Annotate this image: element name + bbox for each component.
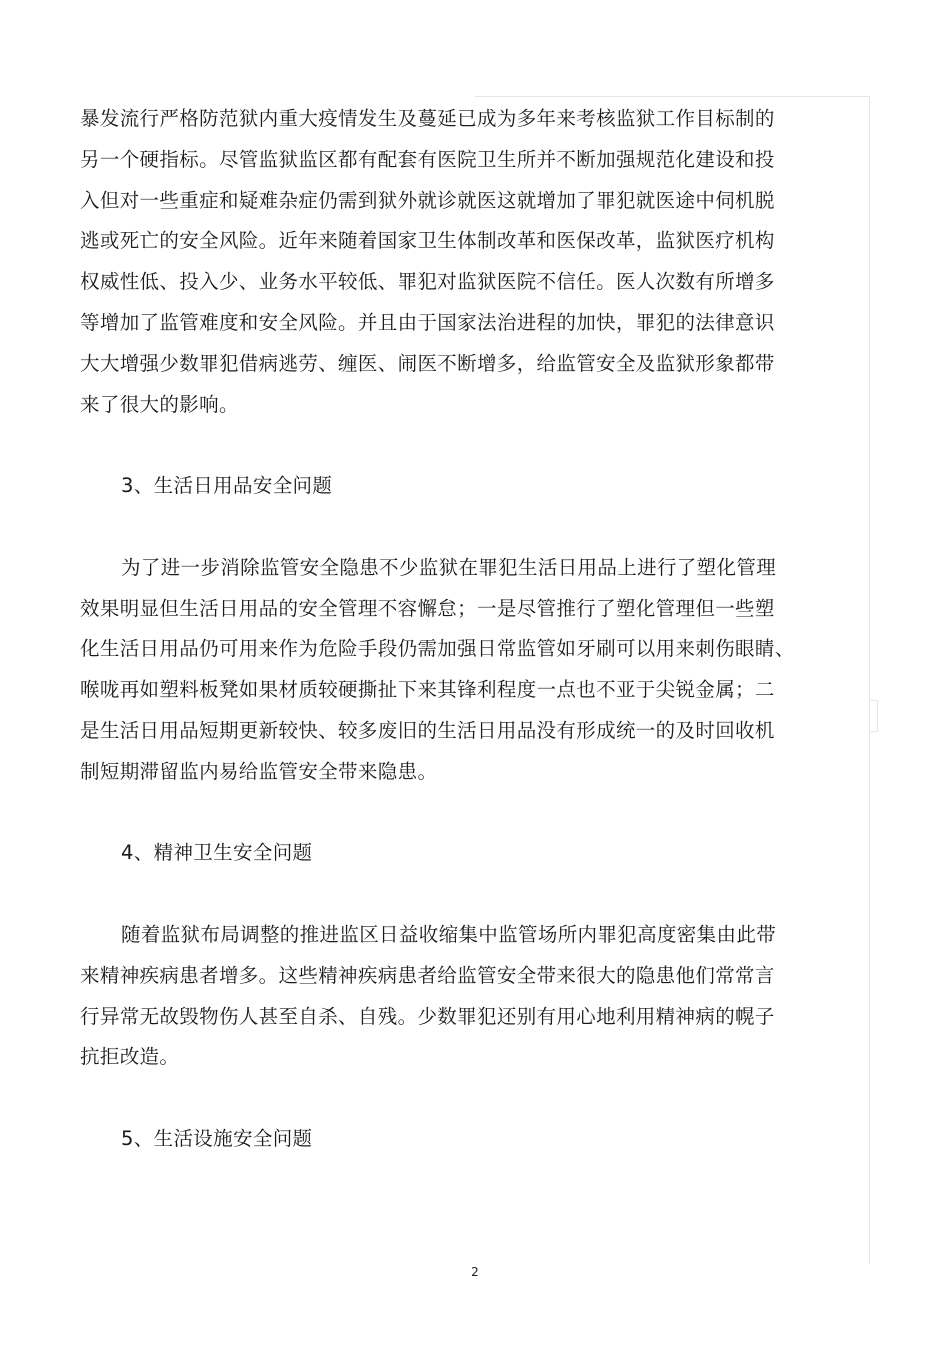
text-line: 为了进一步消除监管安全隐患不少监狱在罪犯生活日用品上进行了塑化管理 [121,555,777,579]
text-line: 制短期滞留监内易给监管安全带来隐患。 [80,759,438,783]
text-line: 化生活日用品仍可用来作为危险手段仍需加强日常监管如牙刷可以用来刺伤眼睛、 [80,637,795,661]
text-line: 另一个硬指标。尽管监狱监区都有配套有医院卫生所并不断加强规范化建设和投 [80,147,775,171]
text-line: 逃或死亡的安全风险。近年来随着国家卫生体制改革和医保改革，监狱医疗机构 [80,229,775,253]
paragraph-spacer [80,507,832,548]
text-line: 来了很大的影响。 [80,392,239,416]
paragraph-spacer [80,1078,832,1119]
paragraph-3 [80,915,832,1078]
document-body [80,99,832,1160]
paragraph-spacer [80,425,832,466]
text-line: 行异常无故毁物伤人甚至自杀、自残。少数罪犯还别有用心地利用精神病的幌子 [80,1004,775,1028]
text-line: 入但对一些重症和疑难杂症仍需到狱外就诊就医这就增加了罪犯就医途中伺机脱 [80,188,775,212]
page-border-tab [869,700,878,732]
text-line: 随着监狱布局调整的推进监区日益收缩集中监管场所内罪犯高度密集由此带 [121,922,777,946]
section-heading-5: 5、生活设施安全问题 [121,1126,313,1150]
text-line: 来精神疾病患者增多。这些精神疾病患者给监管安全带来很大的隐患他们常常言 [80,963,775,987]
text-line: 喉咙再如塑料板凳如果材质较硬撕扯下来其锋利程度一点也不亚于尖锐金属；二 [80,678,775,702]
text-line: 效果明显但生活日用品的安全管理不容懈怠；一是尽管推行了塑化管理但一些塑 [80,596,775,620]
page-border-right [869,96,870,1264]
section-heading-3: 3、生活日用品安全问题 [121,474,333,498]
text-line: 等增加了监管难度和安全风险。并且由于国家法治进程的加快，罪犯的法律意识 [80,310,775,334]
section-heading-4: 4、精神卫生安全问题 [121,841,313,865]
text-line: 权威性低、投入少、业务水平较低、罪犯对监狱医院不信任。医人次数有所增多 [80,270,775,294]
text-line: 暴发流行严格防范狱内重大疫情发生及蔓延已成为多年来考核监狱工作目标制的 [80,107,775,130]
text-line: 抗拒改造。 [80,1045,180,1069]
paragraph-2 [80,548,832,793]
text-line: 大大增强少数罪犯借病逃劳、缠医、闹医不断增多，给监管安全及监狱形象都带 [80,351,775,375]
paragraph-1 [80,99,832,425]
text-line: 是生活日用品短期更新较快、较多废旧的生活日用品没有形成统一的及时回收机 [80,718,775,742]
page-number: 2 [471,1265,479,1279]
paragraph-spacer [80,874,832,915]
paragraph-spacer [80,793,832,834]
page-border-top [475,96,870,97]
